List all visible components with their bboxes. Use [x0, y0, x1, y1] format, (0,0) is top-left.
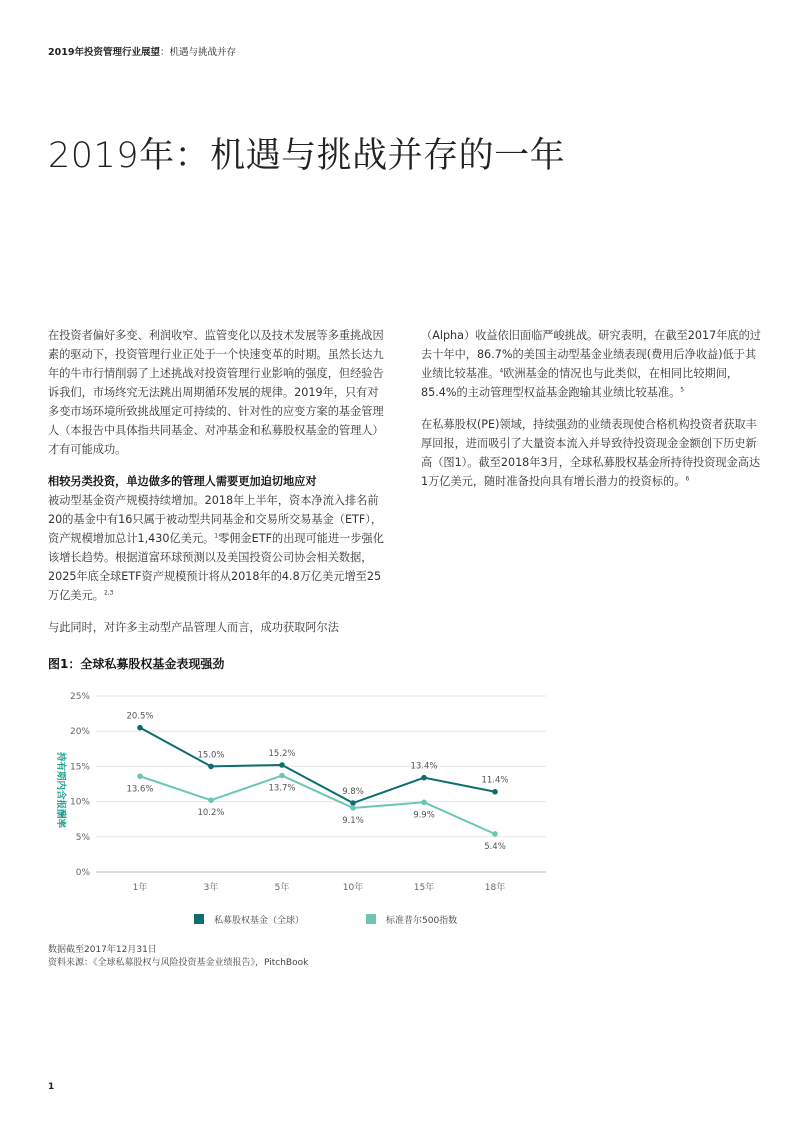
data-point: [279, 762, 285, 768]
series-layer: [137, 725, 498, 837]
data-point: [492, 831, 498, 837]
data-label: 10.2%: [197, 808, 225, 819]
source-citation: 资料来源：《全球私募股权与风险投资基金业绩报告》，PitchBook: [48, 958, 309, 968]
footnote-ref: 6: [685, 475, 690, 483]
x-tick-label: 10年: [342, 883, 364, 893]
alpha-text-b: 欧洲基金的情况也与此类似，在相同比较期间，85.4%的主动管理型权益基金跑输其业绩比较基准。: [421, 367, 739, 399]
running-head-bold: 2019年投资管理行业展望: [48, 47, 160, 58]
alpha-paragraph-continued: [421, 326, 761, 402]
x-tick-label: 1年: [132, 883, 148, 893]
legend-swatch: [366, 914, 376, 924]
y-tick-label: 15%: [69, 762, 90, 773]
x-tick-label: 15年: [413, 883, 435, 893]
data-label: 15.0%: [197, 750, 225, 761]
data-label: 9.9%: [413, 810, 435, 821]
data-point: [350, 805, 356, 811]
legend-label: 私募股权基金（全球）: [214, 916, 305, 926]
data-point: [208, 797, 214, 803]
alpha-text-a: （Alpha）收益依旧面临严峻挑战。研究表明，在截至2017年底的过去十年中，86.7%的美国主动型基金业绩表现(费用后净收益)低于其业绩比较基准。: [421, 329, 761, 380]
data-label: 20.5%: [126, 711, 154, 722]
figure-title: 图1：全球私募股权基金表现强劲: [48, 657, 225, 671]
left-column: [48, 326, 388, 650]
data-label: 13.4%: [410, 761, 438, 772]
y-axis-label: 持有期内含报酬率: [55, 751, 66, 829]
footnote-ref: 1: [214, 532, 219, 540]
data-point: [492, 789, 498, 795]
data-point: [421, 775, 427, 781]
data-point: [208, 764, 214, 770]
alpha-paragraph-start: 与此同时，对许多主动型产品管理人而言，成功获取阿尔法: [48, 621, 339, 634]
right-column: [421, 326, 761, 504]
footnote-ref: 4: [499, 367, 504, 375]
y-tick-label: 10%: [69, 797, 90, 808]
section-subhead: 相较另类投资，单边做多的管理人需要更加迫切地应对: [48, 475, 317, 488]
line-chart: [48, 680, 568, 930]
data-label: 13.7%: [268, 783, 296, 794]
passive-fund-text-a: 被动型基金资产规模持续增加。2018年上半年，资本净流入排名前20的基金中有16只属于被动型共同基金和交易所交易基金（ETF），资产规模增加总计1,430亿美元。: [48, 494, 383, 545]
data-label: 11.4%: [481, 775, 509, 786]
data-label: 13.6%: [126, 784, 154, 795]
data-label: 15.2%: [268, 748, 296, 759]
legend-swatch: [194, 914, 204, 924]
data-point: [137, 773, 143, 779]
pe-paragraph: [421, 415, 761, 491]
y-tick-label: 5%: [75, 832, 90, 843]
running-head-rest: ：机遇与挑战并存: [159, 47, 236, 58]
passive-fund-paragraph: [48, 491, 388, 605]
passive-fund-text-b: 零佣金ETF的出现可能进一步强化该增长趋势。根据道富环球预测以及美国投资公司协会相关数据，2025年底全球ETF资产规模预计将从2018年的4.8万亿美元增至25万亿美元。: [48, 532, 384, 602]
x-tick-label: 18年: [484, 883, 506, 893]
legend-layer: [194, 914, 457, 926]
footnote-ref: 2,3: [103, 589, 114, 597]
data-point: [350, 800, 356, 806]
page-number: 1: [48, 1082, 55, 1092]
intro-paragraph: 在投资者偏好多变、利润收窄、监管变化以及技术发展等多重挑战因素的驱动下，投资管理行业正处于一个快速变革的时期。虽然长达九年的牛市行情削弱了上述挑战对投资管理行业影响的强度，但经验告诉我们，市场终究无法跳出周期循环发展的规律。2019年，只有对多变市场环境所致挑战厘定可持续的、针对性的应变方案的基金管理人（本报告中具体指共同基金、对冲基金和私募股权基金的管理人）才有可能成功。: [48, 329, 384, 456]
y-tick-label: 25%: [69, 692, 90, 702]
label-layer: [126, 712, 508, 852]
data-point: [279, 773, 285, 779]
y-tick-label: 20%: [69, 727, 90, 738]
page-title: 2019年：机遇与挑战并存的一年: [48, 136, 566, 176]
footnote-ref: 5: [680, 386, 685, 394]
data-point: [137, 725, 143, 731]
pe-text: 在私募股权(PE)领域，持续强劲的业绩表现使合格机构投资者获取丰厚回报，进而吸引了大量资本流入并导致待投资现金金额创下历史新高（图1）。截至2018年3月，全球私募股权基金所持待投资现金高达1万亿美元，随时准备投向具有增长潜力的投资标的。: [421, 418, 761, 488]
legend-label: 标准普尔500指数: [386, 916, 458, 926]
y-tick-label: 0%: [75, 868, 90, 878]
running-head: [48, 44, 236, 58]
source-note: [48, 944, 308, 970]
data-label: 5.4%: [484, 841, 506, 852]
data-label: 9.1%: [342, 815, 364, 826]
x-tick-label: 5年: [274, 883, 290, 893]
data-date-note: 数据截至2017年12月31日: [48, 945, 157, 955]
data-label: 9.8%: [342, 787, 364, 798]
data-point: [421, 800, 427, 806]
x-tick-label: 3年: [203, 883, 219, 893]
